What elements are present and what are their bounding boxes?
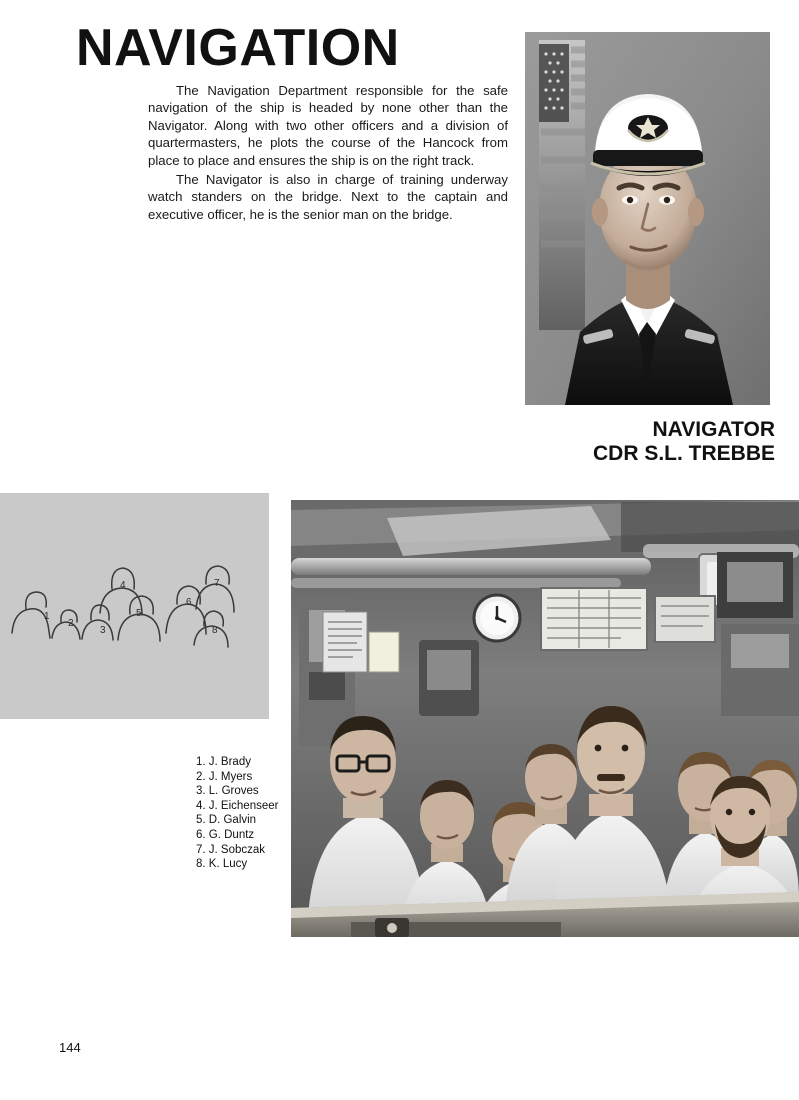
- intro-text-block: [148, 82, 508, 225]
- portrait-caption: [470, 418, 775, 466]
- officer-portrait-photo: [525, 32, 770, 405]
- key-number-5: 5: [136, 608, 142, 619]
- key-number-2: 2: [68, 618, 74, 629]
- key-number-8: 8: [212, 625, 218, 636]
- roster-list: [196, 755, 278, 872]
- list-item: 7. J. Sobczak: [196, 843, 266, 856]
- key-number-6: 6: [186, 597, 192, 608]
- intro-paragraph-1: The Navigation Department responsible for the safe navigation of the ship is headed by none other than the Navigator. Along with two other officers and a division of quartermasters, he plots the course of the Hancock from place to place and ensures the ship is on the right track.: [148, 83, 508, 168]
- navigation-division-group-photo: [291, 500, 799, 937]
- page-title: NAVIGATION: [76, 19, 400, 77]
- list-item: 3. L. Groves: [196, 785, 259, 798]
- portrait-caption-title: NAVIGATOR: [652, 418, 775, 441]
- key-number-3: 3: [100, 625, 106, 636]
- key-number-4: 4: [120, 580, 126, 591]
- list-item: 5. D. Galvin: [196, 814, 257, 827]
- key-number-7: 7: [214, 578, 220, 589]
- page-number: 144: [59, 1040, 81, 1055]
- list-item: 6. G. Duntz: [196, 828, 255, 841]
- intro-paragraph-2: The Navigator is also in charge of training underway watch standers on the bridge. Next to the captain and executive officer, he is the senior man on the bridge.: [148, 172, 508, 222]
- list-item: 1. J. Brady: [196, 756, 251, 768]
- key-number-1: 1: [44, 611, 50, 622]
- list-item: 8. K. Lucy: [196, 858, 248, 871]
- numbered-silhouette-key: [0, 493, 269, 719]
- list-item: 4. J. Eichenseer: [196, 799, 279, 812]
- portrait-caption-name: CDR S.L. TREBBE: [592, 442, 775, 465]
- list-item: 2. J. Myers: [196, 770, 253, 783]
